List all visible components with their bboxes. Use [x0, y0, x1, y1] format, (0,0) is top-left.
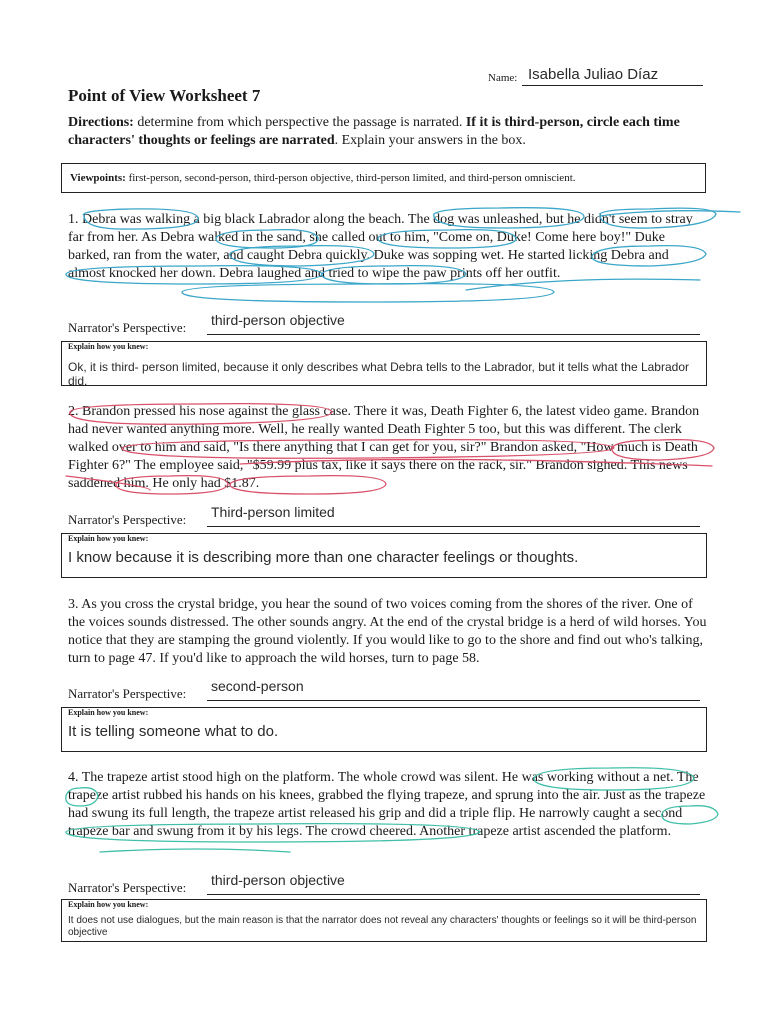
directions-bold: If it is third-person, circle each time characters' thoughts or feelings are narrated: [68, 115, 680, 148]
name-value: Isabella Juliao Díaz: [528, 66, 659, 83]
answer-line: [207, 526, 700, 527]
narrator-label: Narrator's Perspective:: [68, 320, 187, 335]
narrator-label: Narrator's Perspective:: [68, 686, 187, 701]
narrator-row-3[interactable]: [68, 678, 700, 702]
narrator-answer-2: Third-person limited: [211, 504, 335, 520]
passage-3: 3. As you cross the crystal bridge, you hear the sound of two voices coming from the shores of the river. One of the voices sounds distressed. The other sounds angry. At the end of the crystal bridge is a herd of wild horses. You notice that they are stamping the ground violently. If you would like to go to the shore and find out who's talking, turn to page 47. If you'd like to approach the wild horses, turn to page 58.: [68, 597, 707, 666]
answer-line: [207, 894, 700, 895]
answer-line: [207, 334, 700, 335]
name-field[interactable]: [488, 66, 703, 88]
passage-2: 2. Brandon pressed his nose against the glass case. There it was, Death Fighter 6, the latest video game. Brandon had never wanted anything more. Well, he really wanted Death Fighter 5 too, but this was different. The clerk walked over to him and said, "Is there anything that I can get for you, sir?" Brandon asked, "How much is Death Fighter 6?" The employee said, "$59.99 plus tax, like it says there on the rack, sir." Brandon sighed. This news saddened him. He only had $1.87.: [68, 404, 700, 491]
explain-box-2[interactable]: [61, 533, 707, 578]
viewpoints-label: Viewpoints:: [70, 172, 126, 184]
worksheet-title: Point of View Worksheet 7: [68, 86, 261, 105]
directions-tail: . Explain your answers in the box.: [334, 133, 526, 148]
name-label: Name:: [488, 72, 518, 84]
explain-box-4[interactable]: [61, 899, 707, 942]
viewpoints-text: first-person, second-person, third-person objective, third-person limited, and third-person omniscient.: [125, 172, 576, 184]
explain-answer-3: It is telling someone what to do.: [68, 723, 279, 740]
directions-text: determine from which perspective the passage is narrated.: [133, 115, 466, 130]
explain-label: Explain how you knew:: [68, 342, 149, 351]
explain-answer-1: Ok, it is third- person limited, because it only describes what Debra tells to the Labrador, but it tells what the Labrador did.: [68, 360, 689, 388]
narrator-answer-3: second-person: [211, 678, 304, 694]
narrator-row-2[interactable]: [68, 504, 700, 528]
explain-box-3[interactable]: [61, 707, 707, 752]
viewpoints-box: [61, 163, 706, 193]
narrator-answer-1: third-person objective: [211, 312, 345, 328]
directions: [68, 114, 718, 150]
directions-label: Directions:: [68, 115, 134, 130]
ink-stroke: [100, 849, 290, 852]
explain-label: Explain how you knew:: [68, 900, 149, 909]
explain-answer-2: I know because it is describing more than one character feelings or thoughts.: [68, 549, 579, 566]
narrator-label: Narrator's Perspective:: [68, 880, 187, 895]
explain-answer-4: It does not use dialogues, but the main reason is that the narrator does not reveal any characters' thoughts or feelings so it will be third-person objective: [68, 915, 697, 938]
passage-1: 1. Debra was walking a big black Labrador along the beach. The dog was unleashed, but he didn't seem to stray far from her. As Debra walked in the sand, she called out to him, "Come on, Duke! Come here boy!" Duke barked, ran from the water, and caught Debra quickly. Duke was sopping wet. He started licking Debra and almost knocked her down. Debra laughed and tried to wipe the paw prints off her outfit.: [68, 212, 693, 281]
narrator-answer-4: third-person objective: [211, 872, 345, 888]
narrator-row-4[interactable]: [68, 872, 700, 896]
passage-4: 4. The trapeze artist stood high on the platform. The whole crowd was silent. He was working without a net. The trapeze artist rubbed his hands on his knees, grabbed the flying trapeze, and sprung into the air. Just as the trapeze had swung its full length, the trapeze artist released his grip and did a triple flip. He narrowly caught a second trapeze bar and swung from it by his legs. The crowd cheered. Another trapeze artist ascended the platform.: [68, 770, 706, 839]
explain-box-1[interactable]: [61, 341, 707, 386]
answer-line: [207, 700, 700, 701]
explain-label: Explain how you knew:: [68, 534, 149, 543]
name-underline: [522, 85, 703, 86]
ink-circle: [182, 284, 554, 302]
explain-label: Explain how you knew:: [68, 708, 149, 717]
narrator-row-1[interactable]: [68, 312, 700, 336]
narrator-label: Narrator's Perspective:: [68, 512, 187, 527]
